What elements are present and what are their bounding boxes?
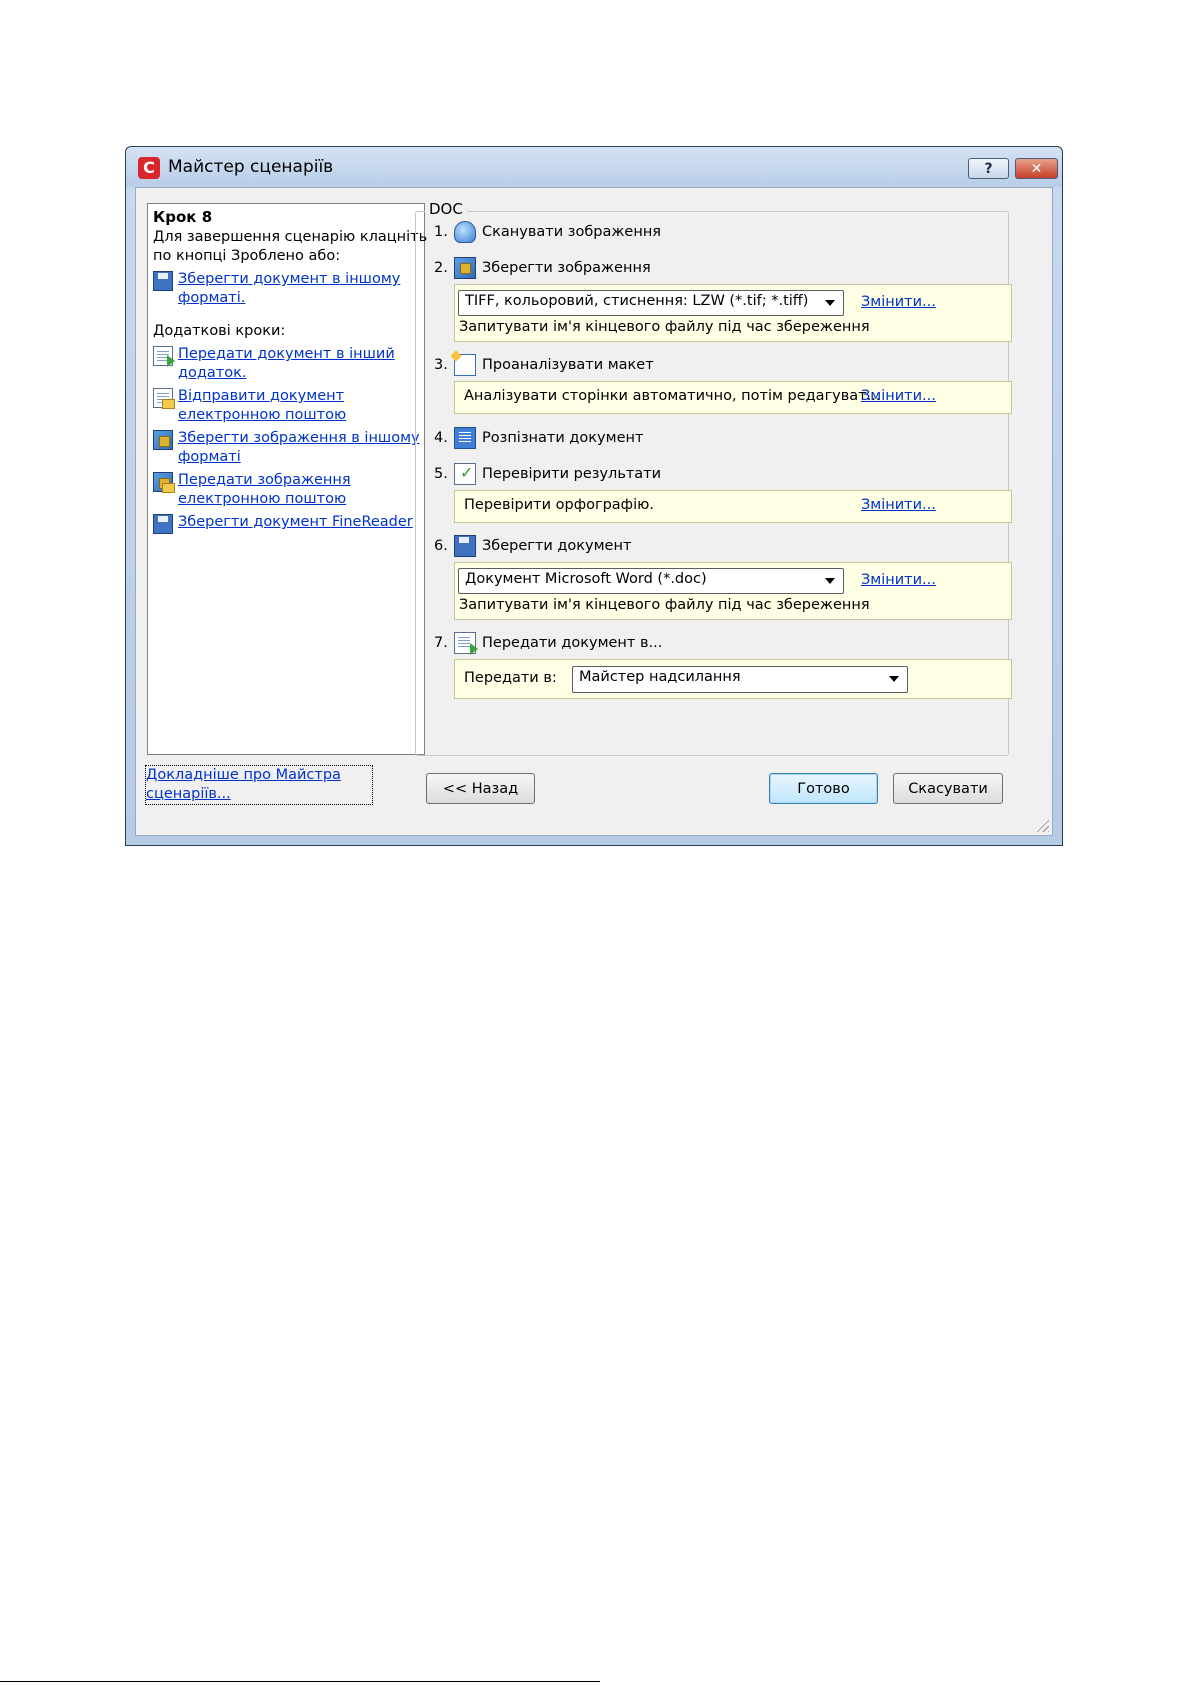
step-number: 7. [434,635,448,651]
chevron-down-icon [889,676,899,682]
page-footer-divider [0,1681,600,1682]
back-button[interactable]: << Назад [426,773,535,804]
done-button[interactable]: Готово [769,773,878,804]
group-label: DOC [425,200,467,218]
help-button[interactable]: ? [968,158,1009,179]
image-filename-note: Запитувати ім'я кінцевого файлу під час збереження [459,319,870,335]
step-description-line: по кнопці Зроблено або: [153,248,341,264]
title-bar[interactable] [126,147,1062,187]
step-6-save-document [434,535,631,557]
step-7-send-document [434,632,662,654]
send-document-text[interactable] [178,345,395,383]
step-number: 3. [434,357,448,373]
step-number: 1. [434,224,448,240]
save-image-options [454,284,1012,342]
link-line[interactable]: Докладніше про Майстра [146,767,341,783]
link-line[interactable]: Зберегти документ FineReader [178,514,413,530]
step-4-recognize [434,427,643,449]
window-title: Майстер сценаріїв [168,157,334,177]
extra-steps-title: Додаткові кроки: [153,323,286,339]
layout-icon [454,354,476,376]
step-label: Передати документ в... [482,635,663,651]
chevron-down-icon [825,300,835,306]
save-image-icon [153,430,173,450]
analyze-description: Аналізувати сторінки автоматично, потім редагуват... [464,388,881,404]
link-line[interactable]: Передати зображення [178,472,351,488]
save-document-icon [153,271,173,291]
send-options [454,659,1012,699]
save-finereader-document-link[interactable] [153,513,420,534]
change-image-format-link[interactable]: Змінити... [861,294,936,310]
step-description [153,228,428,266]
dialog-client-area [135,187,1053,836]
cancel-button[interactable]: Скасувати [893,773,1003,804]
save-document-options [454,562,1012,620]
step-1-scan [434,221,661,243]
step-info-panel [147,203,428,755]
link-line[interactable]: Зберегти зображення в іншому [178,430,420,446]
image-format-value: TIFF, кольоровий, стиснення: LZW (*.tif; *.tiff) [465,293,809,309]
email-document-icon [153,388,173,408]
step-number: 2. [434,260,448,276]
link-line[interactable]: форматі [178,449,241,465]
email-document-link[interactable] [153,387,420,425]
step-number: 5. [434,466,448,482]
step-number: 4. [434,430,448,446]
save-document-icon [454,535,476,557]
step-3-analyze-layout [434,354,654,376]
save-finereader-icon [153,514,173,534]
save-image-other-format-link[interactable] [153,429,420,467]
save-finereader-document-text[interactable] [178,513,413,532]
chevron-down-icon [825,578,835,584]
step-label: Розпізнати документ [482,430,644,446]
save-image-icon [454,257,476,279]
scenario-wizard-dialog [125,146,1063,846]
step-5-check-results [434,463,661,485]
analyze-options [454,381,1012,414]
link-line[interactable]: додаток. [178,365,247,381]
send-document-icon [153,346,173,366]
send-document-icon [454,632,476,654]
change-document-format-link[interactable]: Змінити... [861,572,936,588]
image-format-select[interactable] [458,290,844,316]
link-line[interactable]: електронною поштою [178,407,347,423]
email-image-link[interactable] [153,471,420,509]
email-image-text[interactable] [178,471,351,509]
change-analyze-link[interactable]: Змінити... [861,388,936,404]
step-label: Перевірити результати [482,466,662,482]
change-check-link[interactable]: Змінити... [861,497,936,513]
step-number: 6. [434,538,448,554]
step-label: Зберегти зображення [482,260,651,276]
document-format-select[interactable] [458,568,844,594]
link-line[interactable]: Відправити документ [178,388,345,404]
save-document-other-format-link[interactable] [153,270,420,308]
check-results-icon [454,463,476,485]
scanner-icon [454,221,476,243]
link-line[interactable]: форматі. [178,290,246,306]
step-2-save-image [434,257,651,279]
step-label: Проаналізувати макет [482,357,654,373]
document-format-value: Документ Microsoft Word (*.doc) [465,571,707,587]
email-document-text[interactable] [178,387,346,425]
step-title: Крок 8 [153,208,213,226]
resize-grip-icon[interactable] [1035,818,1049,832]
more-about-wizard-link[interactable] [145,765,373,805]
send-document-link[interactable] [153,345,420,383]
send-to-value: Майстер надсилання [579,669,741,685]
link-line[interactable]: сценаріїв... [146,786,231,802]
link-line[interactable]: Зберегти документ в іншому [178,271,401,287]
email-image-icon [153,472,173,492]
save-image-other-format-text[interactable] [178,429,420,467]
step-label: Зберегти документ [482,538,632,554]
send-to-label: Передати в: [464,670,557,686]
step-description-line: Для завершення сценарію клацніть [153,229,428,245]
recognize-icon [454,427,476,449]
step-label: Сканувати зображення [482,224,662,240]
check-options [454,490,1012,523]
link-line[interactable]: Передати документ в інший [178,346,395,362]
app-logo-icon: C [138,157,160,179]
close-button[interactable]: ✕ [1015,158,1058,179]
document-filename-note: Запитувати ім'я кінцевого файлу під час збереження [459,597,870,613]
check-description: Перевірити орфографію. [464,497,654,513]
link-line[interactable]: електронною поштою [178,491,347,507]
send-to-select[interactable] [572,666,908,693]
save-document-other-format-text[interactable] [178,270,400,308]
